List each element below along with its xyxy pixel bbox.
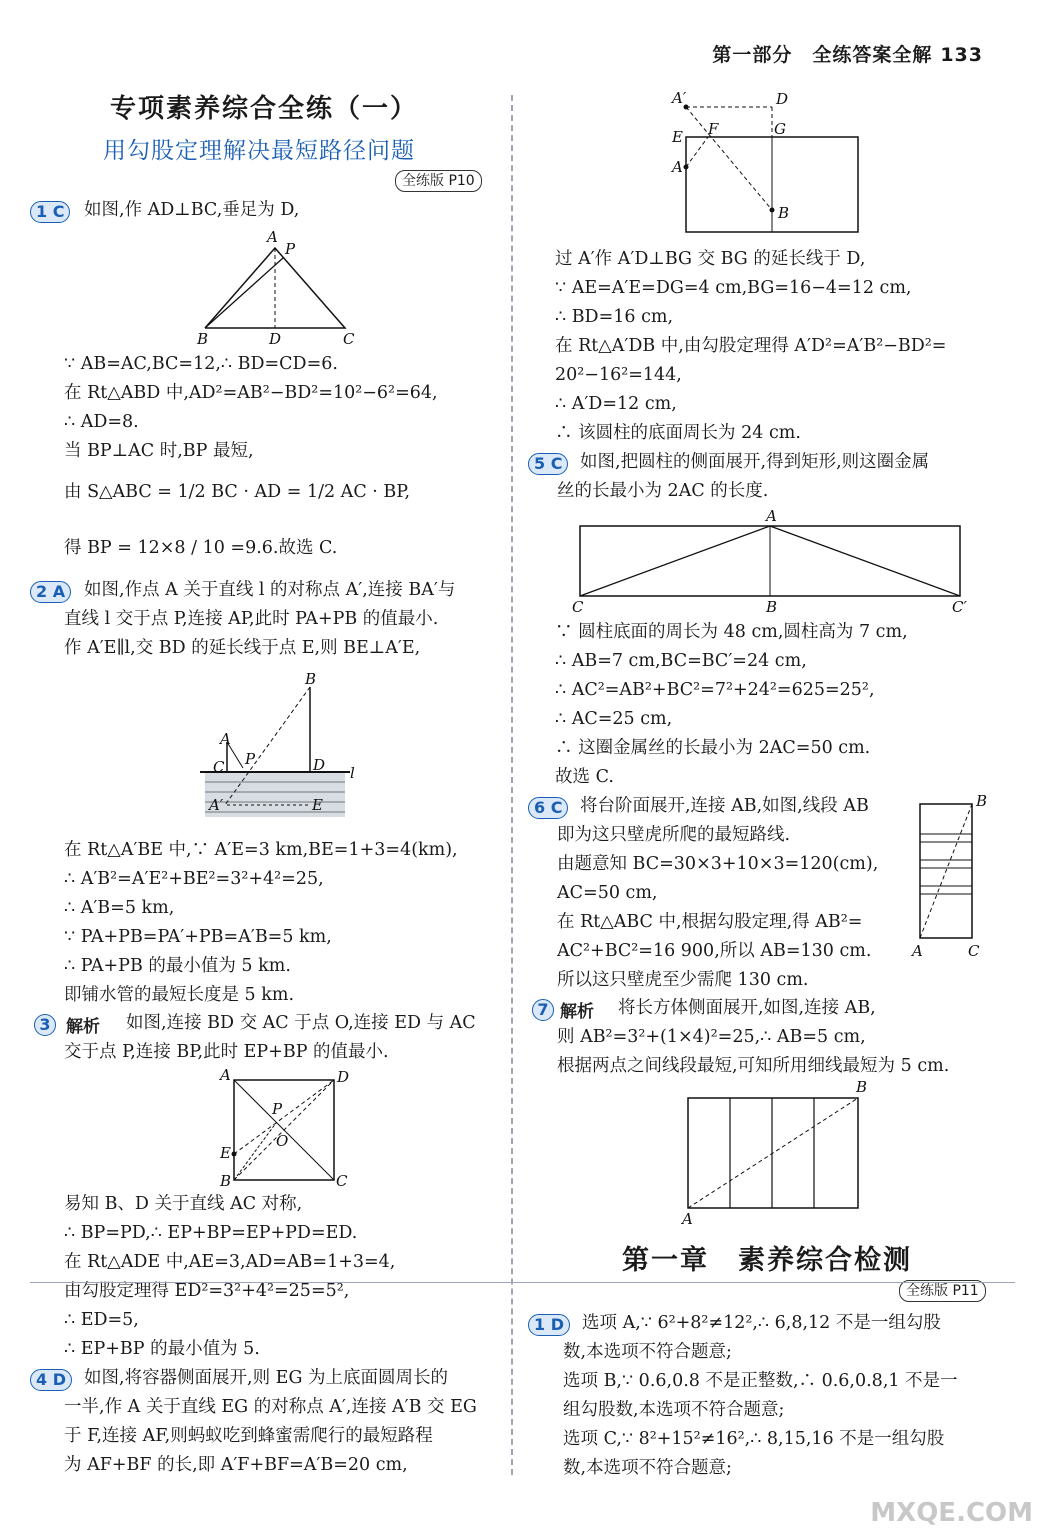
svg-text:C: C — [213, 758, 225, 776]
text-line: 作 A′E∥l,交 BD 的延长线于点 E,则 BE⊥A′E, — [64, 638, 421, 658]
svg-text:B: B — [220, 1172, 232, 1190]
text-line: 所以这只壁虎至少需爬 130 cm. — [557, 970, 809, 990]
text-line: 选项 A,∵ 6²+8²≠12²,∴ 6,8,12 不是一组勾股 — [582, 1313, 941, 1333]
text-line: ∴ AC=25 cm, — [555, 709, 673, 729]
figure-stairs — [908, 790, 998, 970]
svg-text:C′: C′ — [952, 598, 967, 616]
analysis-label: 解析 — [66, 1017, 100, 1037]
figure-square — [212, 1068, 352, 1188]
page-ref-tag: 全练版 P11 — [899, 1280, 986, 1302]
svg-text:D: D — [313, 756, 326, 774]
text-line: 过 A′作 A′D⊥BG 交 BG 的延长线于 D, — [555, 249, 866, 269]
text-line: 在 Rt△A′BE 中,∵ A′E=3 km,BE=1+3=4(km), — [64, 840, 458, 860]
svg-text:D: D — [337, 1068, 350, 1086]
svg-text:C: C — [968, 942, 980, 960]
section-subtitle: 用勾股定理解决最短路径问题 — [103, 138, 415, 164]
svg-text:A: A — [672, 158, 683, 176]
svg-text:O: O — [276, 1132, 289, 1150]
svg-text:A: A — [912, 942, 923, 960]
section-title: 专项素养综合全练（一） — [110, 94, 419, 124]
text-line: 交于点 P,连接 BP,此时 EP+BP 的值最小. — [64, 1042, 389, 1062]
watermark: MXQE.COM — [870, 1498, 1033, 1528]
text-line: 当 BP⊥AC 时,BP 最短, — [64, 441, 254, 461]
text-line: ∴ A′B²=A′E²+BE²=3²+4²=25, — [64, 869, 324, 889]
svg-text:A: A — [682, 1210, 693, 1228]
text-line: ∴ A′D=12 cm, — [555, 394, 677, 414]
svg-text:P: P — [285, 240, 296, 258]
figure-cylinder-unfold — [668, 90, 868, 240]
text-line: ∵ AB=AC,BC=12,∴ BD=CD=6. — [64, 354, 338, 374]
page-ref-tag: 全练版 P10 — [395, 170, 482, 192]
text-line: 在 Rt△ABD 中,AD²=AB²−BD²=10²−6²=64, — [64, 383, 438, 403]
analysis-label: 解析 — [560, 1002, 594, 1022]
text-line: 在 Rt△ADE 中,AE=3,AD=AB=1+3=4, — [64, 1252, 396, 1272]
text-line: 如图,作点 A 关于直线 l 的对称点 A′,连接 BA′与 — [84, 580, 456, 600]
figure-wire-rectangle — [568, 508, 978, 618]
text-line: 在 Rt△A′DB 中,由勾股定理得 A′D²=A′B²−BD²= — [555, 336, 947, 356]
text-line: ∴ 该圆柱的底面周长为 24 cm. — [555, 423, 801, 443]
text-line: ∴ AB=7 cm,BC=BC′=24 cm, — [555, 651, 807, 671]
svg-text:F: F — [708, 120, 719, 138]
svg-text:A: A — [220, 730, 231, 748]
text-line: ∴ ED=5, — [64, 1310, 139, 1330]
text-line: 丝的长最小为 2AC 的长度. — [557, 481, 769, 501]
answer-badge: 1 C — [30, 201, 70, 223]
svg-text:B: B — [976, 792, 988, 810]
svg-text:l: l — [350, 764, 355, 782]
answer-badge: 1 D — [528, 1314, 570, 1336]
svg-text:B: B — [197, 330, 209, 348]
text-line: AC²+BC²=16 900,所以 AB=130 cm. — [557, 941, 872, 961]
text-line: ∴ PA+PB 的最小值为 5 km. — [64, 956, 291, 976]
page-number: 133 — [940, 44, 983, 66]
answer-badge: 2 A — [30, 581, 71, 603]
text-line: 如图,将容器侧面展开,则 EG 为上底面圆周长的 — [84, 1368, 449, 1388]
text-line: 由勾股定理得 ED²=3²+4²=25=5², — [64, 1281, 350, 1301]
page-header: 第一部分 全练答案全解 133 — [712, 44, 983, 66]
svg-text:A′: A′ — [672, 89, 687, 107]
text-line: 如图,把圆柱的侧面展开,得到矩形,则这圈金属 — [580, 452, 930, 472]
svg-text:P: P — [272, 1100, 283, 1118]
text-line: ∴ AC²=AB²+BC²=7²+24²=625=25², — [555, 680, 875, 700]
text-line: ∵ AE=A′E=DG=4 cm,BG=16−4=12 cm, — [555, 278, 912, 298]
text-line: 由题意知 BC=30×3+10×3=120(cm), — [557, 854, 879, 874]
answer-badge: 7 — [532, 999, 554, 1021]
chapter-title: 第一章 素养综合检测 — [622, 1245, 912, 1276]
svg-text:B: B — [766, 598, 778, 616]
text-line: 则 AB²=3²+(1×4)²=25,∴ AB=5 cm, — [557, 1027, 866, 1047]
svg-text:B: B — [778, 204, 790, 222]
text-line: AC=50 cm, — [557, 883, 658, 903]
text-line: ∵ 圆柱底面的周长为 48 cm,圆柱高为 7 cm, — [555, 622, 908, 642]
horizontal-rule — [30, 1282, 1015, 1283]
text-line: 直线 l 交于点 P,连接 AP,此时 PA+PB 的值最小. — [64, 609, 439, 629]
text-line: ∴ AD=8. — [64, 412, 139, 432]
svg-text:C: C — [572, 598, 584, 616]
svg-text:B: B — [305, 670, 317, 688]
text-line: ∵ PA+PB=PA′+PB=A′B=5 km, — [64, 927, 332, 947]
svg-text:G: G — [774, 120, 786, 138]
text-line: 得 BP = 12×8 / 10 =9.6.故选 C. — [64, 538, 338, 558]
text-line: 数,本选项不符合题意; — [563, 1458, 732, 1478]
svg-text:D: D — [776, 90, 789, 108]
text-line: 如图,作 AD⊥BC,垂足为 D, — [84, 200, 300, 220]
text-line: 为 AF+BF 的长,即 A′F+BF=A′B=20 cm, — [64, 1455, 408, 1475]
column-divider — [511, 95, 513, 1475]
text-line: 一半,作 A 关于直线 EG 的对称点 A′,连接 A′B 交 EG — [64, 1397, 477, 1417]
text-line: ∴ EP+BP 的最小值为 5. — [64, 1339, 260, 1359]
svg-text:C: C — [343, 330, 355, 348]
svg-text:B: B — [856, 1078, 868, 1096]
svg-text:E: E — [312, 796, 323, 814]
answer-badge: 4 D — [30, 1369, 72, 1391]
text-line: 即为这只壁虎所爬的最短路线. — [557, 825, 791, 845]
svg-text:A: A — [267, 228, 278, 246]
text-line: 选项 B,∵ 0.6,0.8 不是正整数,∴ 0.6,0.8,1 不是一 — [563, 1371, 958, 1391]
text-line: 组勾股数,本选项不符合题意; — [563, 1400, 785, 1420]
answer-badge: 3 — [34, 1014, 56, 1036]
text-line: 即铺水管的最短长度是 5 km. — [64, 985, 295, 1005]
svg-text:A′: A′ — [209, 796, 224, 814]
text-line: 于 F,连接 AF,则蚂蚁吃到蜂蜜需爬行的最短路程 — [64, 1426, 433, 1446]
text-line: 选项 C,∵ 8²+15²≠16²,∴ 8,15,16 不是一组勾股 — [563, 1429, 945, 1449]
text-line: 20²−16²=144, — [555, 365, 682, 385]
text-line: ∴ BD=16 cm, — [555, 307, 674, 327]
text-line: 将台阶面展开,连接 AB,如图,线段 AB — [580, 796, 869, 816]
svg-text:P: P — [245, 750, 256, 768]
answer-badge: 5 C — [528, 453, 568, 475]
text-line: 数,本选项不符合题意; — [563, 1342, 732, 1362]
svg-text:C: C — [336, 1172, 348, 1190]
text-line: 将长方体侧面展开,如图,连接 AB, — [618, 998, 876, 1018]
svg-text:A: A — [220, 1066, 231, 1084]
text-line: 在 Rt△ABC 中,根据勾股定理,得 AB²= — [557, 912, 863, 932]
svg-text:E: E — [672, 128, 683, 146]
text-line: ∴ 这圈金属丝的长最小为 2AC=50 cm. — [555, 738, 871, 758]
text-line: 根据两点之间线段最短,可知所用细线最短为 5 cm. — [557, 1056, 950, 1076]
text-line: ∴ BP=PD,∴ EP+BP=EP+PD=ED. — [64, 1223, 358, 1243]
answer-badge: 6 C — [528, 797, 568, 819]
svg-text:D: D — [269, 330, 282, 348]
figure-cuboid-unfold — [676, 1078, 876, 1228]
text-line: 由 S△ABC = 1/2 BC · AD = 1/2 AC · BP, — [64, 482, 411, 502]
figure-triangle — [195, 228, 365, 348]
text-line: 故选 C. — [555, 767, 614, 787]
text-line: 易知 B、D 关于直线 AC 对称, — [64, 1194, 303, 1214]
text-line: 如图,连接 BD 交 AC 于点 O,连接 ED 与 AC — [126, 1013, 476, 1033]
figure-pipe — [195, 672, 365, 822]
text-line: ∴ A′B=5 km, — [64, 898, 175, 918]
svg-text:E: E — [220, 1144, 231, 1162]
svg-text:A: A — [766, 507, 777, 525]
